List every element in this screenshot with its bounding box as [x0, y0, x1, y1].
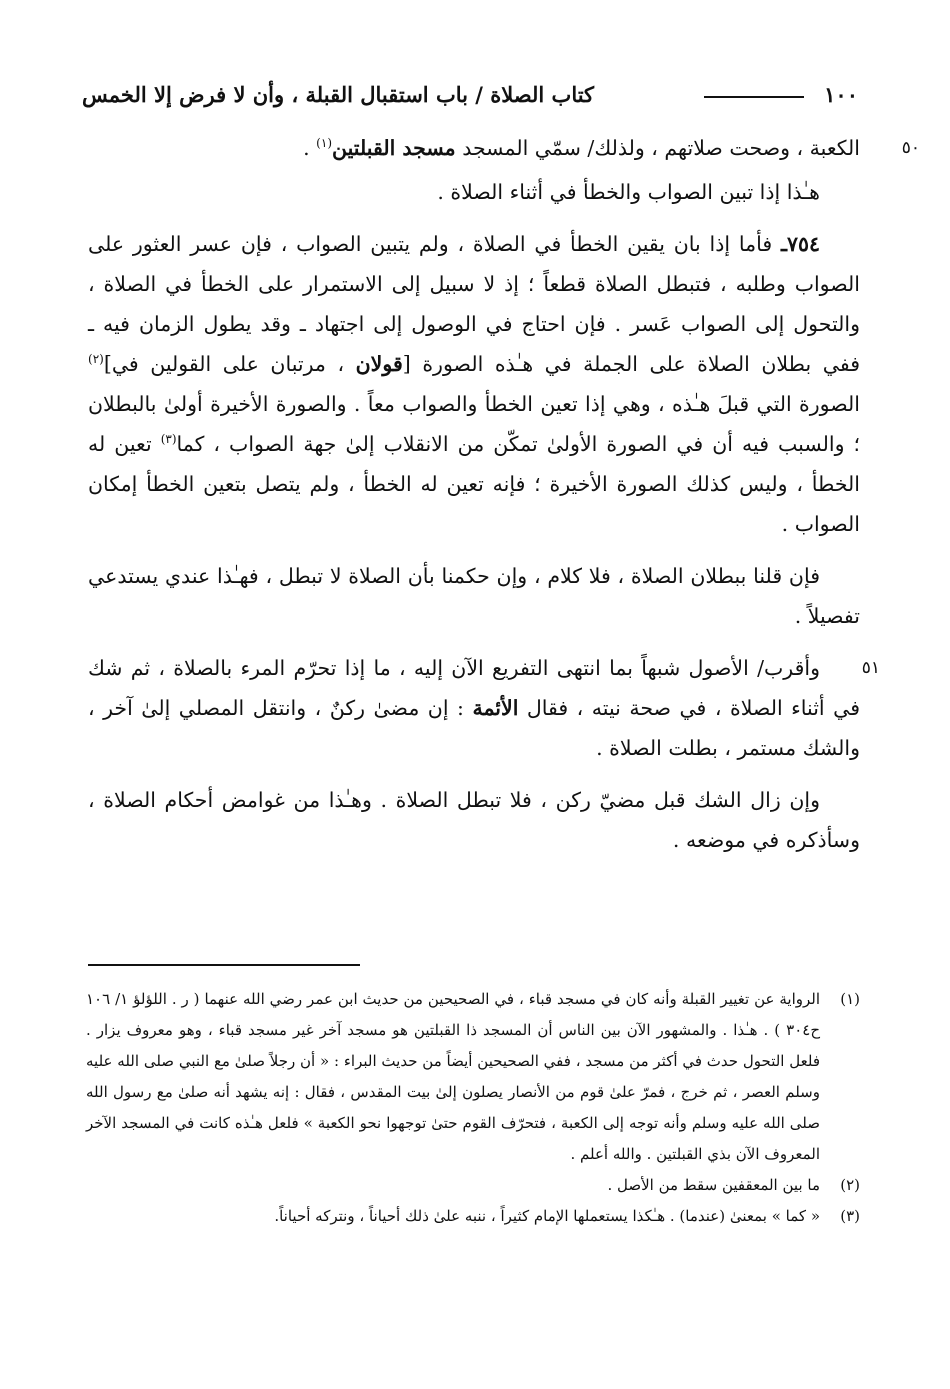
paragraph-number: ٧٥٤ـ: [780, 232, 820, 256]
text: : إن مضىٰ ركنٌ ، وانتقل المصلي إلىٰ آخر ، والشك مستمر ، بطلت الصلاة .: [88, 696, 860, 760]
footnotes: [86, 984, 860, 1232]
text: وأقرب/ الأصول شبهاً بما انتهى التفريع الآن إليه ، ما إذا تحرّم المرء بالصلاة ، ثم شك في أثناء الصلاة ، في صحة نيته ، فقال: [88, 656, 860, 720]
margin-number-51: ٥١: [861, 658, 880, 678]
paragraph-2: هـٰذا إذا تبين الصواب والخطأ في أثناء الصلاة .: [437, 180, 820, 204]
bold-term: قولان: [355, 352, 403, 376]
bold-term: مسجد القبلتين: [332, 136, 456, 160]
text: فأما إذا بان يقين الخطأ في الصلاة ، ولم يتبين الصواب ، فإن عسر العثور على الصواب وطلبه ، فتبطل الصلاة قطعاً ؛ إذ لا سبيل إلى الاستمرار على الخطأ في الصلاة ، والتحول إلى الصواب عَسر . فإن احتاج في الوصول إلى اجتهاد ـ وقد يطول الزمان فيه ـ ففي بطلان الصلاة على الجملة في هـٰذه الصورة [: [88, 232, 860, 376]
paragraph-5: [88, 648, 880, 768]
footnote-1: [86, 984, 860, 1170]
paragraph-6: وإن زال الشك قبل مضيّ ركن ، فلا تبطل الصلاة . وهـٰذا من غوامض أحكام الصلاة ، وسأذكره في موضعه .: [88, 788, 860, 852]
main-text: [88, 128, 920, 872]
footnote-3: [86, 1201, 860, 1232]
footnote-ref-3[interactable]: (٣): [160, 432, 177, 447]
footnote-2: [86, 1170, 860, 1201]
header-rule: [704, 96, 804, 98]
running-header: [82, 82, 858, 116]
text: الصورة التي قبلَ هـٰذه ، وهي إذا تعين الخطأ والصواب معاً . والصورة الأخيرة أولىٰ بالبطلان ؛ والسبب فيه أن في الصورة الأولىٰ تمكّن من الانقلاب إلىٰ جهة الصواب ، كما: [88, 392, 861, 456]
footnote-ref-1[interactable]: (١): [316, 136, 332, 151]
text: تعين له الخطأ ، وليس كذلك الصورة الأخيرة ؛ فإنه تعين له الخطأ ، ولم يتصل بتعين الخطأ إمكان الصواب .: [88, 432, 860, 536]
text: الكعبة ، وصحت صلاتهم ، ولذلك/ سمّي المسجد: [455, 136, 860, 160]
footnote-separator: [88, 964, 360, 966]
footnote-ref-2[interactable]: (٢): [88, 352, 104, 367]
paragraph-754: [88, 224, 860, 544]
page-number: ١٠٠: [824, 82, 858, 107]
footnote-number: (٣): [840, 1207, 860, 1225]
footnote-number: (١): [840, 990, 860, 1008]
footnote-text: الرواية عن تغيير القبلة وأنه كان في مسجد قباء ، في الصحيحين من حديث ابن عمر رضي الله عنهما ( ر . اللؤلؤ ١/ ١٠٦ ح٣٠٤ ) . هـٰذا . والمشهور الآن بين الناس أن المسجد ذا القبلتين هو مسجد آخر غير مسجد قباء ، وهو معروف يزار . فلعل التحول حدث في أكثر من مسجد ، ففي الصحيحين أيضاً من حديث البراء : « أن رجلاً صلىٰ مع النبي صلى الله عليه وسلم العصر ، ثم خرج ، فمرّ علىٰ قوم من الأنصار يصلون إلىٰ بيت المقدس ، فقال : إنه يشهد أنه صلىٰ مع رسول الله صلى الله عليه وسلم وأنه توجه إلى الكعبة ، فتحرّف القوم حتىٰ توجهوا نحو الكعبة » فلعل هـٰذه كانت في المسجد الآخر المعروف الآن بذي القبلتين . والله أعلم .: [86, 990, 820, 1163]
margin-number-50: ٥٠: [901, 138, 920, 158]
bold-term: الأئمة: [472, 696, 519, 720]
footnote-text: ما بين المعقفين سقط من الأصل .: [607, 1176, 820, 1194]
text: .: [303, 136, 317, 160]
running-title: كتاب الصلاة / باب استقبال القبلة ، وأن لا فرض إلا الخمس: [82, 82, 595, 107]
footnote-number: (٢): [840, 1176, 860, 1194]
text: ، مرتبان على القولين في]: [103, 352, 356, 376]
paragraph-4: فإن قلنا ببطلان الصلاة ، فلا كلام ، وإن حكمنا بأن الصلاة لا تبطل ، فهـٰذا عندي يستدعي تفصيلاً .: [88, 564, 860, 628]
paragraph-1: [88, 128, 920, 168]
footnote-text: « كما » بمعنىٰ (عندما) . هـٰكذا يستعملها الإمام كثيراً ، ننبه علىٰ ذلك أحياناً ، ونتركه أحياناً.: [274, 1207, 820, 1225]
